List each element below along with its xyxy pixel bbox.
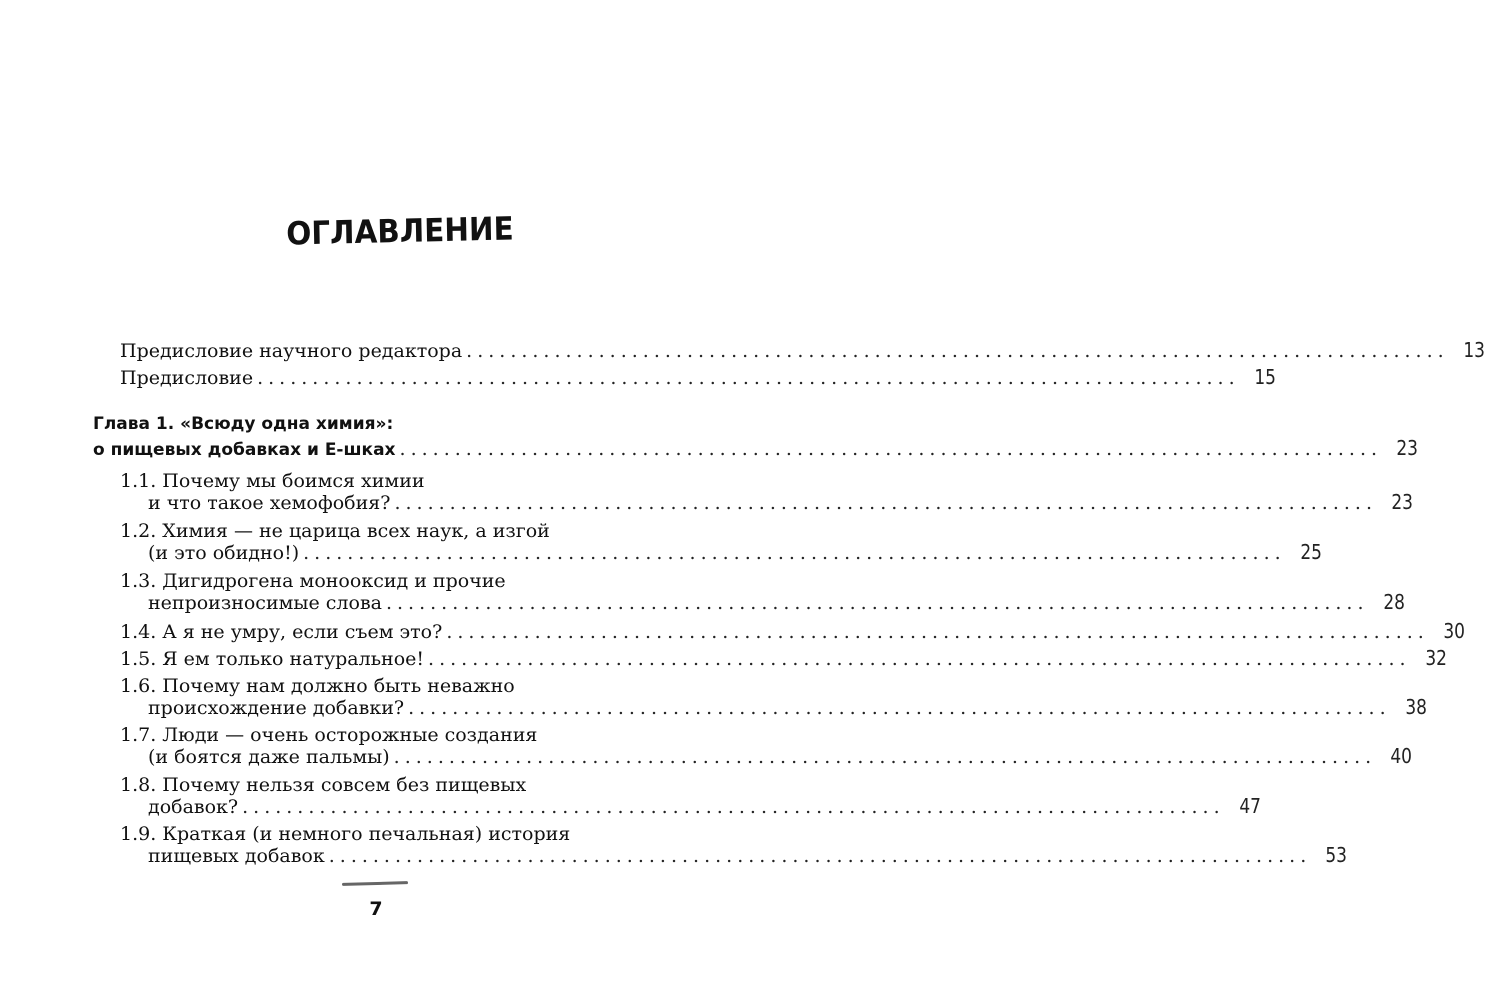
section-title-line1[interactable]: 1.1. Почему мы боимся химии	[120, 470, 425, 492]
leader-dots: .........................................................................................	[303, 542, 1286, 564]
toc-page-number: 25	[1300, 540, 1322, 564]
toc-page-number: 47	[1239, 794, 1261, 818]
toc-entry[interactable]	[148, 540, 1322, 565]
toc-entry[interactable]	[120, 365, 1276, 390]
section-title-line1[interactable]: 1.6. Почему нам должно быть неважно	[120, 675, 515, 697]
toc-entry[interactable]	[120, 619, 1465, 644]
leader-dots: .........................................................................................	[242, 796, 1225, 818]
section-title-line1: 1.4. А я не умру, если съем это?	[120, 621, 443, 643]
toc-page-number: 13	[1463, 338, 1485, 362]
page-number: 7	[369, 898, 383, 920]
page-number-rule	[342, 881, 408, 886]
toc-entry[interactable]	[148, 490, 1413, 515]
section-title-line2: пищевых добавок	[148, 845, 325, 867]
section-title-line2: (и боятся даже пальмы)	[148, 746, 390, 768]
chapter-heading-line1[interactable]: Глава 1. «Всюду одна химия»:	[93, 414, 394, 434]
toc-page-number: 38	[1404, 695, 1427, 719]
section-title-line2: и что такое хемофобия?	[148, 492, 391, 514]
leader-dots: .........................................................................................	[399, 438, 1383, 460]
leader-dots: .........................................................................................	[385, 592, 1369, 614]
toc-entry[interactable]	[120, 646, 1447, 671]
toc-entry-label: Предисловие научного редактора	[120, 340, 463, 362]
toc-page-number: 15	[1253, 365, 1276, 389]
leader-dots: .........................................................................................	[328, 845, 1312, 867]
leader-dots: .........................................................................................	[408, 697, 1391, 719]
toc-page-number: 40	[1390, 744, 1413, 768]
toc-page-number: 23	[1396, 436, 1419, 460]
section-title-line2: непроизносимые слова	[148, 592, 382, 614]
leader-dots: .........................................................................................	[257, 367, 1240, 389]
section-title-line1[interactable]: 1.2. Химия — не царица всех наук, а изгой	[120, 520, 550, 542]
section-title-line1[interactable]: 1.9. Краткая (и немного печальная) история	[120, 823, 571, 845]
leader-dots: .........................................................................................	[393, 746, 1377, 768]
toc-entry[interactable]	[148, 843, 1348, 868]
toc-page-number: 28	[1382, 590, 1405, 614]
toc-entry[interactable]	[120, 338, 1485, 363]
chapter-heading[interactable]	[93, 436, 1419, 462]
leader-dots: .........................................................................................	[428, 648, 1411, 670]
section-title-line1[interactable]: 1.8. Почему нельзя совсем без пищевых	[120, 774, 527, 796]
toc-entry[interactable]	[148, 794, 1261, 819]
leader-dots: .........................................................................................	[394, 492, 1377, 514]
toc-page-number: 30	[1443, 619, 1465, 643]
toc-entry[interactable]	[148, 695, 1427, 720]
section-title-line2: добавок?	[148, 796, 239, 818]
section-title-line1[interactable]: 1.7. Люди — очень осторожные создания	[120, 724, 538, 746]
page-title: ОГЛАВЛЕНИЕ	[285, 209, 515, 253]
toc-page-number: 32	[1424, 646, 1447, 670]
toc-page-number: 53	[1325, 843, 1348, 867]
chapter-heading-line2: о пищевых добавках и Е-шках	[93, 440, 396, 460]
section-title-line2: происхождение добавки?	[148, 697, 405, 719]
section-title-line1: 1.5. Я ем только натуральное!	[120, 648, 425, 670]
section-title-line2: (и это обидно!)	[148, 542, 300, 564]
toc-page-number: 23	[1391, 490, 1413, 514]
leader-dots: .........................................................................................	[466, 340, 1449, 362]
toc-entry[interactable]	[148, 744, 1413, 769]
toc-entry-label: Предисловие	[120, 367, 254, 389]
section-title-line1[interactable]: 1.3. Дигидрогена монооксид и прочие	[120, 570, 506, 592]
toc-entry[interactable]	[148, 590, 1405, 615]
leader-dots: .........................................................................................	[446, 621, 1429, 643]
